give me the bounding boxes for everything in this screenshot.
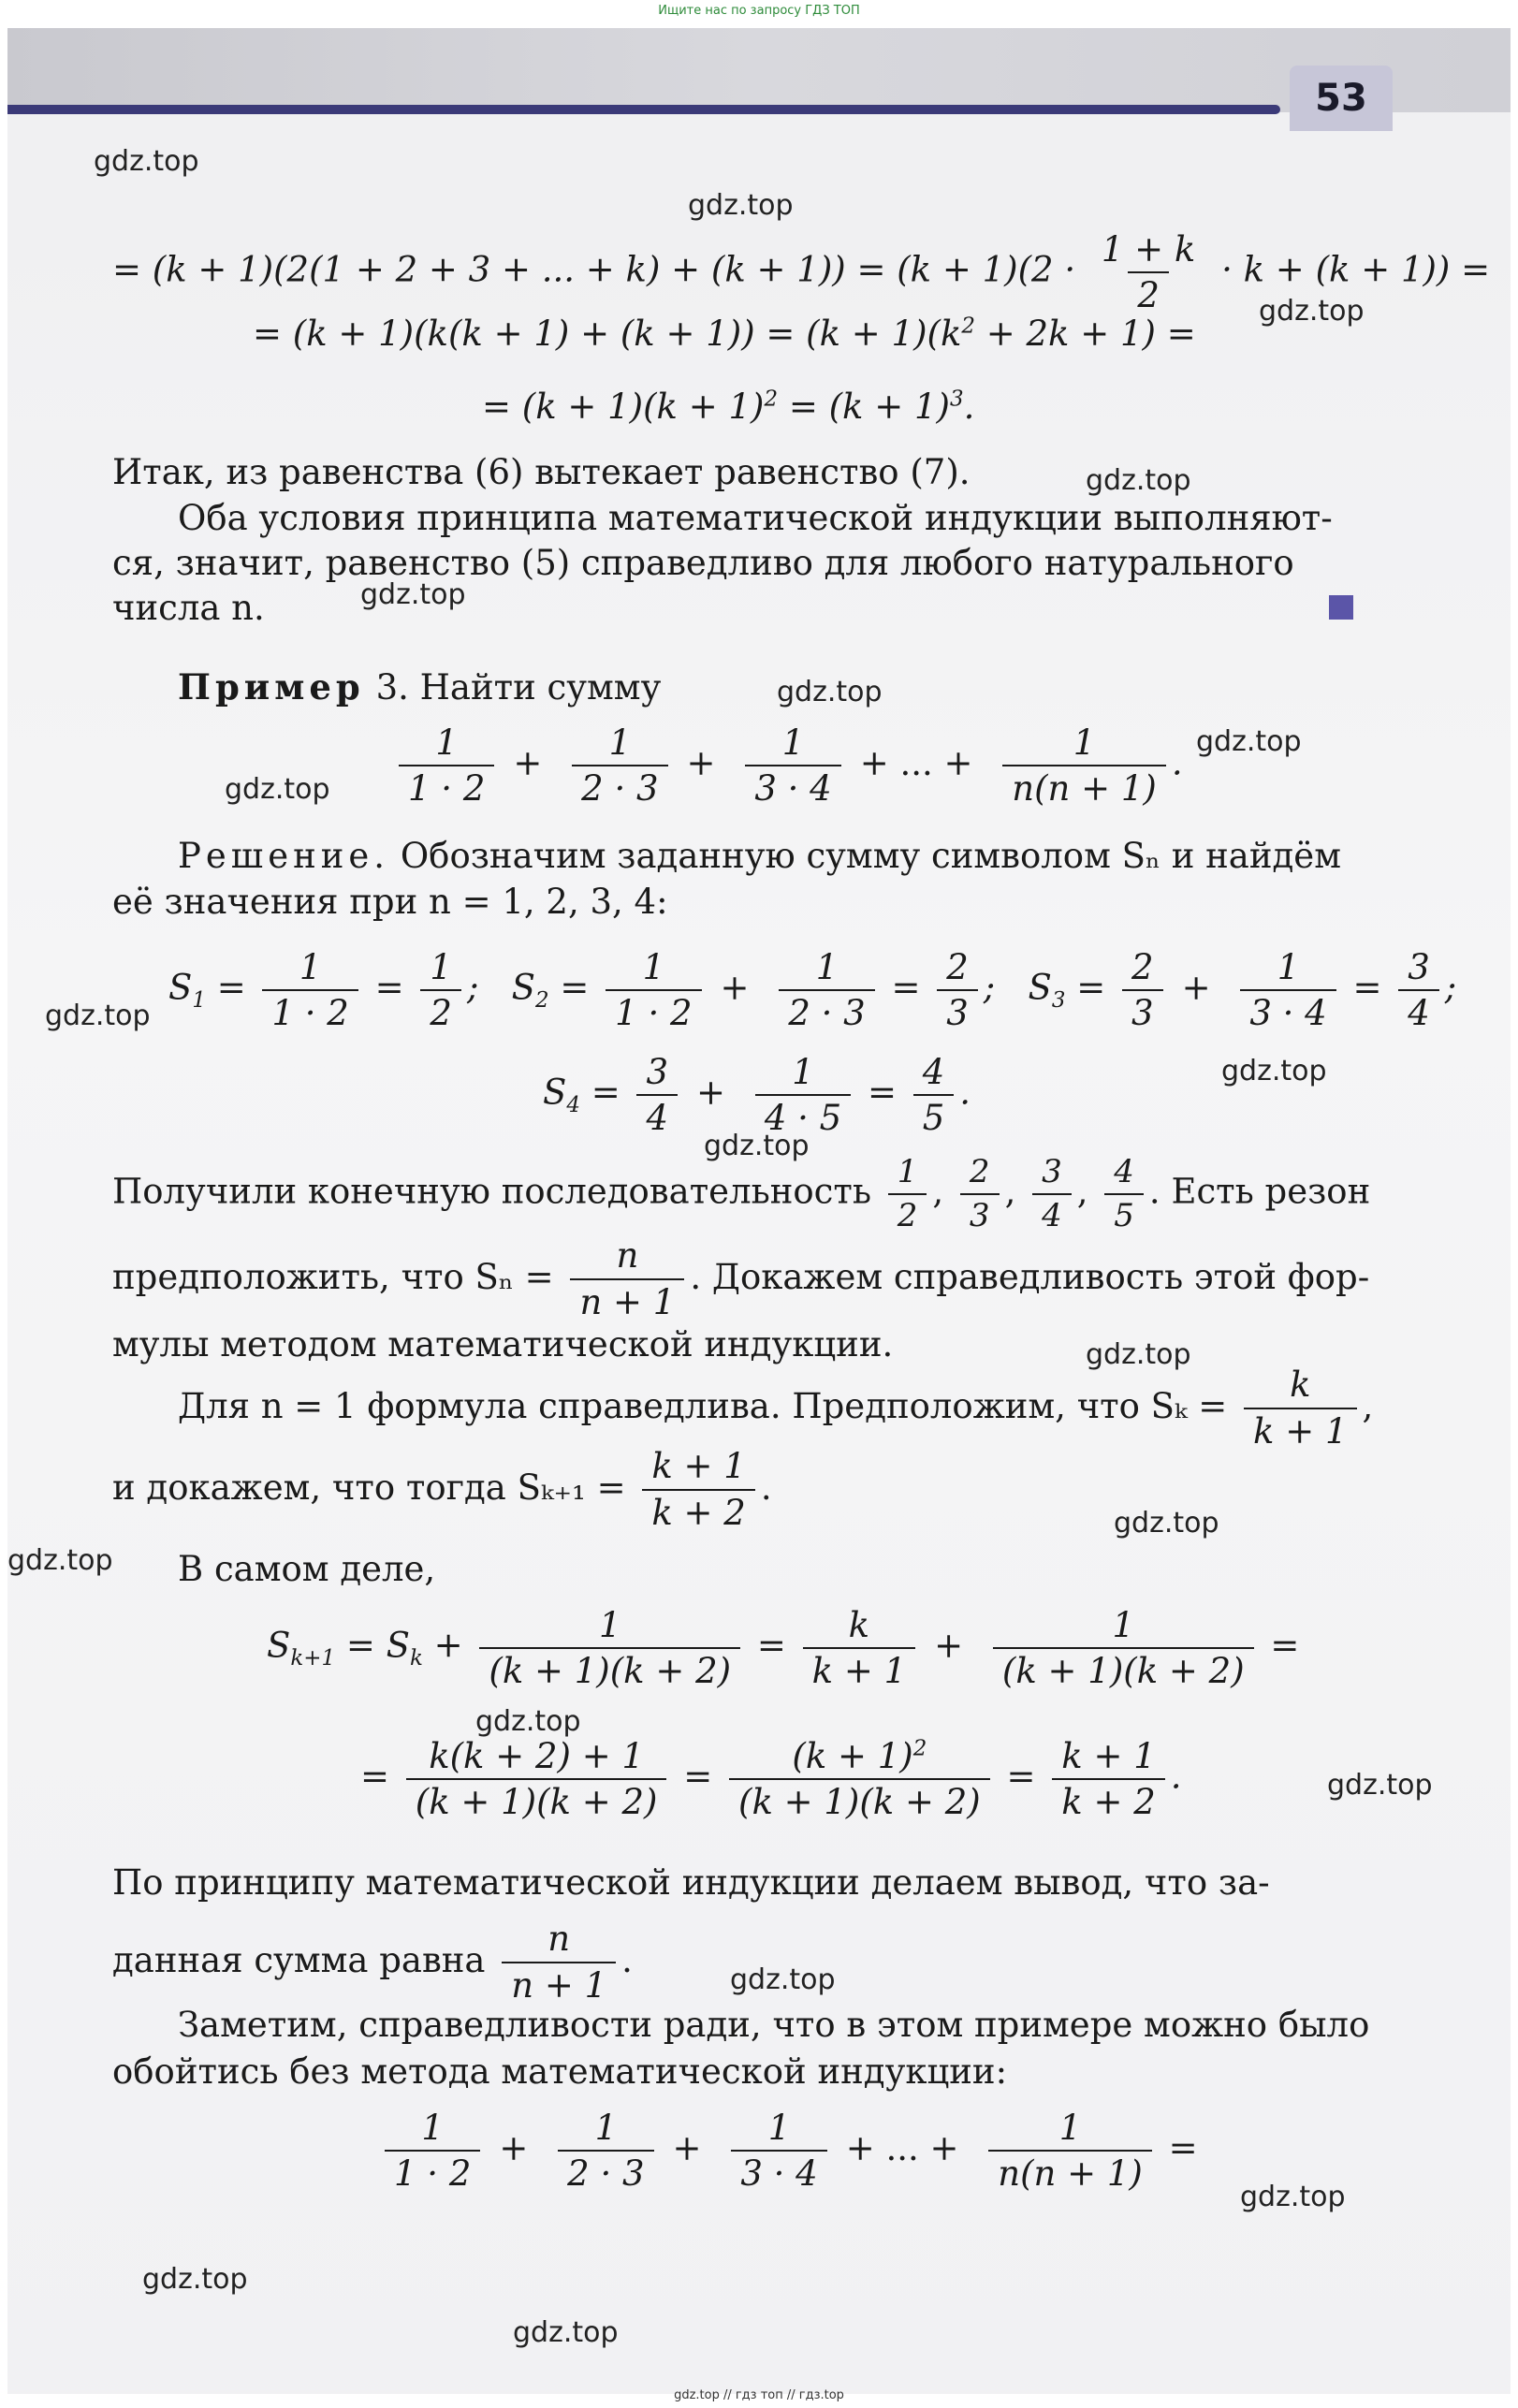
proof-formula-2: = $\frac{k(k + 2) + 1}{(k + 1)(k + 2)}$ = $\frac{(k + 1)^2}{(k + 1)(k + 2)}$ = $\frac{k + 1}{k + 2}$ . [360,1736,1182,1822]
solution-label: Решение. [178,836,390,876]
watermark: gdz.top [513,2316,619,2349]
induction-step-line-2: и докажем, что тогда Sₖ₊₁ = $\frac{k + 1}{k + 2}$ . [112,1446,772,1534]
watermark: gdz.top [730,1963,836,1996]
paragraph: В самом деле, [178,1549,436,1589]
example-heading [178,666,661,708]
hypothesis-text: предположить, что Sₙ = [112,1256,554,1297]
top-note: Ищите нас по запросу ГДЗ ТОП [658,4,860,18]
watermark: gdz.top [1259,295,1365,328]
watermark: gdz.top [688,189,794,222]
top-banner [7,28,1511,112]
page-number: 53 [1290,66,1393,131]
paragraph: обойтись без метода математической индукции: [112,2051,1008,2092]
sequence-text-2: Есть резон [1171,1171,1371,1212]
formula-line-2: = $(k + 1)(k(k + 1) + (k + 1)) = (k + 1)(k^2 + 2k + 1)$ = [253,314,1196,354]
watermark: gdz.top [45,1000,151,1032]
paragraph: мулы методом математической индукции. [112,1324,894,1365]
example-label: Пример [178,666,365,708]
paragraph: Заметим, справедливости ради, что в этом примере можно было [178,2005,1370,2045]
watermark: gdz.top [360,578,466,611]
induction-text-2: и докажем, что тогда Sₖ₊₁ = [112,1467,626,1508]
formula-line-1: = (k + 1)(2(1 + 2 + 3 + ... + k) + (k + 1)) = (k + 1)(2 · $\frac{1 + k}{2}$ · k + (k + 1)) = [112,229,1491,315]
watermark: gdz.top [142,2263,248,2296]
paragraph: числа n. [112,588,265,628]
watermark: gdz.top [1086,1338,1191,1371]
sequence-text: Получили конечную последовательность [112,1171,871,1212]
watermark: gdz.top [1114,1507,1219,1540]
watermark: gdz.top [1086,464,1191,497]
hypothesis-line: предположить, что Sₙ = $\frac{n}{n + 1}$ . Докажем справедливость этой фор- [112,1235,1370,1323]
paragraph: её значения при n = 1, 2, 3, 4: [112,882,668,922]
solution-text: Обозначим заданную сумму символом Sₙ и найдём [400,836,1341,876]
end-of-proof-square [1329,595,1353,620]
conclusion-text: данная сумма равна [112,1939,486,1980]
watermark: gdz.top [1221,1055,1327,1087]
watermark: gdz.top [1327,1769,1433,1802]
paragraph: Оба условия принципа математической индукции выполняют- [178,498,1333,538]
conclusion-line: данная сумма равна $\frac{n}{n + 1}$ . [112,1919,633,2007]
s4-line: $S_4$ = $\frac{3}{4}$ + $\frac{1}{4 \cdot 5}$ = $\frac{4}{5}$ . [543,1052,971,1138]
paragraph: По принципу математической индукции делаем вывод, что за- [112,1862,1270,1903]
hypothesis-text-2: . Докажем справедливость этой фор- [690,1256,1370,1297]
sequence-line: Получили конечную последовательность $\frac{1}{2}$ , $\frac{2}{3}$ , $\frac{3}{4}$ , $\frac{4}{5}$ . Есть резон [112,1153,1371,1234]
watermark: gdz.top [475,1705,581,1738]
watermark: gdz.top [1196,725,1302,758]
s-values-line: $S_1$ = $\frac{1}{1 \cdot 2}$ = $\frac{1}{2}$ ; $S_2$ = $\frac{1}{1 \cdot 2}$ + $\frac{1}{2 \cdot 3}$ = $\frac{2}{3}$ ; $S_3$ = $\frac{2}{3}$ + $\frac{1}{3 \cdot 4}$ = $\frac{3}{4}$ ; [168,947,1457,1033]
proof-formula-1: $S_{k+1} = S_k$ + $\frac{1}{(k + 1)(k + 2)}$ = $\frac{k}{k + 1}$ + $\frac{1}{(k + 1)(k + 2)}$ = [267,1605,1300,1691]
sum-formula: $\frac{1}{1 \cdot 2}$ + $\frac{1}{2 \cdot 3}$ + $\frac{1}{3 \cdot 4}$ + ... + $\frac{1}{n(n + 1)}$ . [393,722,1183,809]
solution-heading [178,836,1341,877]
sum-formula-2: $\frac{1}{1 \cdot 2}$ + $\frac{1}{2 \cdot 3}$ + $\frac{1}{3 \cdot 4}$ + ... + $\frac{1}{n(n + 1)}$ = [379,2108,1198,2194]
watermark: gdz.top [1240,2181,1346,2213]
watermark: gdz.top [94,145,199,178]
watermark: gdz.top [704,1130,810,1162]
paragraph: ся, значит, равенство (5) справедливо для любого натурального [112,543,1294,583]
top-stripe [7,105,1280,114]
formula-line-3: = $(k + 1)(k + 1)^2 = (k + 1)^3$. [482,387,975,427]
paragraph: Итак, из равенства (6) вытекает равенство (7). [112,452,971,492]
example-text: 3. Найти сумму [375,667,662,708]
watermark: gdz.top [777,676,883,708]
watermark: gdz.top [7,1544,113,1577]
induction-step-line: Для n = 1 формула справедлива. Предположим, что Sₖ = $\frac{k}{k + 1}$ , [178,1365,1374,1452]
induction-text: Для n = 1 формула справедлива. Предположим, что Sₖ = [178,1385,1228,1426]
watermark: gdz.top [225,773,330,806]
bottom-note: gdz.top // гдз топ // гдз.top [674,2388,844,2402]
